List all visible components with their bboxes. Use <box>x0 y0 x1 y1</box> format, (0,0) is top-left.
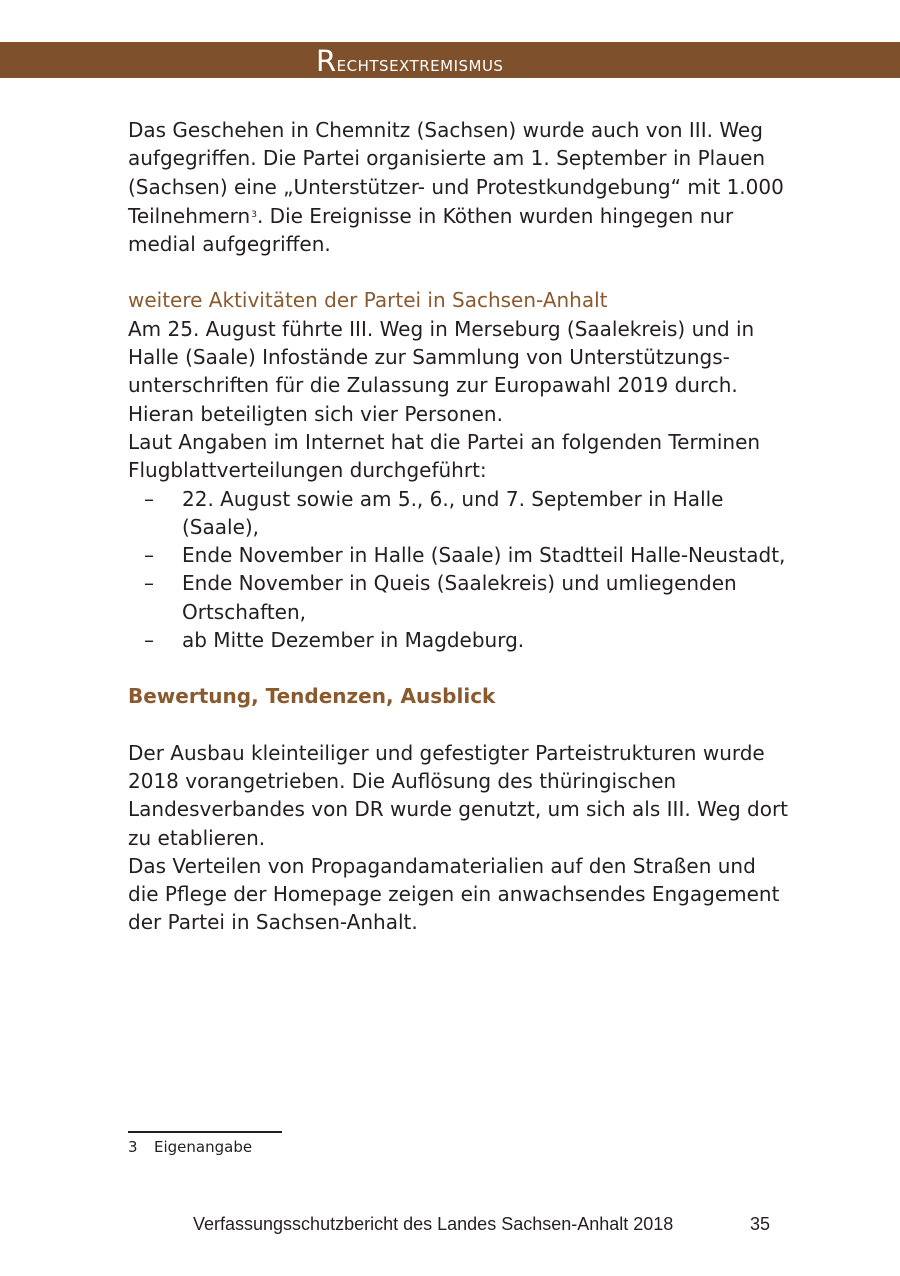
list-item-text: Ende November in Queis (Saalekreis) und umliegenden Ortschaften, <box>182 571 737 624</box>
spacer <box>128 258 788 286</box>
activities-paragraph-2: Laut Angaben im Internet hat die Partei an folgenden Terminen Flugblattverteilungen durchgeführt: <box>128 429 761 483</box>
assessment-paragraph-1: Der Ausbau kleinteiliger und gefestigter Parteistrukturen wurde 2018 vorangetrieben. Die Auflösung des thüringischen Landesverbandes von DR wurde genutzt, um sich als III. Weg dort zu etablieren. <box>128 740 789 850</box>
chapter-title <box>316 42 503 78</box>
dash-bullet-icon: – <box>144 628 154 653</box>
list-item <box>128 485 788 542</box>
activities-paragraph-1: Am 25. August führte III. Weg in Merseburg (Saalekreis) und in Halle (Saale) Infostände zur Sammlung von Unterstützungsunterschriften für die Zulassung zur Europawahl 2019 durch. Hieran beteiligten sich vier Personen. <box>128 316 755 426</box>
main-content <box>128 116 788 937</box>
spacer <box>128 711 788 739</box>
intro-paragraph <box>128 116 788 258</box>
chapter-title-initial: R <box>316 44 337 78</box>
list-item-text: Ende November in Halle (Saale) im Stadtteil Halle-Neustadt, <box>182 543 786 568</box>
list-item <box>128 541 788 569</box>
chapter-header-band <box>0 42 900 78</box>
distribution-list <box>128 485 788 655</box>
dash-bullet-icon: – <box>144 571 154 596</box>
footnote-text: Eigenangabe <box>154 1138 253 1156</box>
dash-bullet-icon: – <box>144 543 154 568</box>
footnote-divider <box>128 1131 282 1133</box>
assessment-paragraph-2: Das Verteilen von Propagandamaterialien auf den Straßen und die Pflege der Homepage zeigen ein anwachsendes Engagement der Partei in Sachsen-Anhalt. <box>128 853 780 935</box>
list-item <box>128 569 788 626</box>
dash-bullet-icon: – <box>144 486 154 511</box>
intro-text-part1: Das Geschehen in Chemnitz (Sachsen) wurde auch von III. Weg aufgegriffen. Die Partei organisierte am 1. September in Plauen (Sachsen) eine „Unterstützer- und Protestkundgebung“ mit 1.000 Teilnehmern <box>128 118 784 228</box>
list-item-text: 22. August sowie am 5., 6., und 7. September in Halle (Saale), <box>182 486 724 539</box>
footnote-number: 3 <box>128 1138 138 1156</box>
intro-text-part2: . Die Ereignisse in Köthen wurden hingegen nur medial aufgegriffen. <box>128 203 734 257</box>
assessment-heading: Bewertung, Tendenzen, Ausblick <box>128 684 496 709</box>
spacer <box>128 654 788 682</box>
activities-subheading: weitere Aktivitäten der Partei in Sachsen-Anhalt <box>128 288 608 313</box>
page-number: 35 <box>750 1214 771 1234</box>
chapter-title-rest: echtsextremismus <box>336 52 504 77</box>
footnote-reference: 3 <box>251 209 257 220</box>
footnote <box>128 1138 252 1156</box>
footer-publication: Verfassungsschutzbericht des Landes Sachsen-Anhalt 2018 <box>193 1214 674 1234</box>
list-item-text: ab Mitte Dezember in Magdeburg. <box>182 628 525 653</box>
list-item <box>128 626 788 654</box>
